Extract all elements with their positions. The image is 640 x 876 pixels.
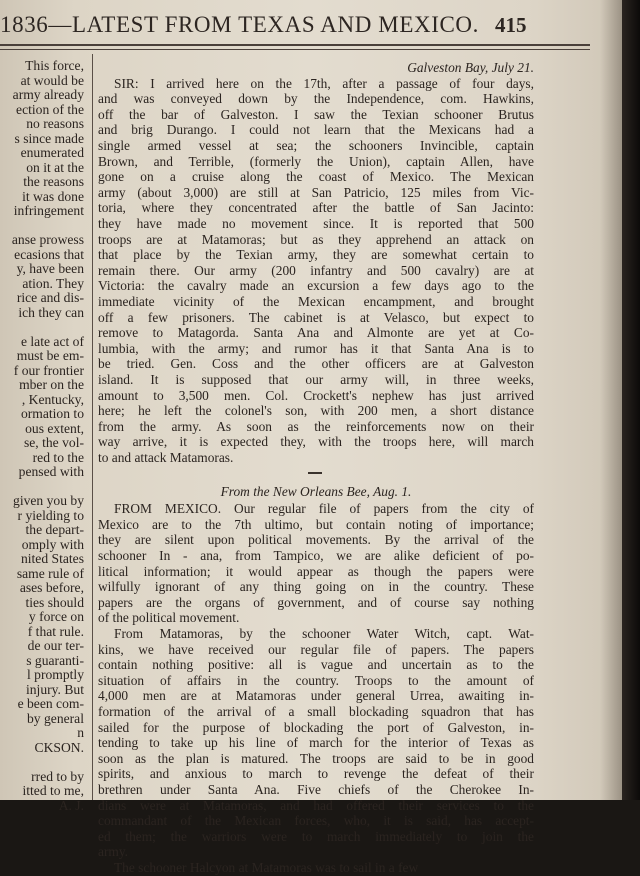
article-line: commandant of the Mexican forces, who, it is said, has accept- <box>98 813 534 829</box>
letter-line: SIR: I arrived here on the 17th, after a passage of four days, <box>114 75 534 91</box>
left-column-line: injury. But <box>25 681 84 697</box>
letter-line: remain there. Our army (200 infantry and 500 cavalry) are at <box>98 262 534 278</box>
left-column-line: ous extent, <box>25 420 84 436</box>
left-column-line: must be em- <box>16 348 84 363</box>
article-line: dians were at Matamoras, and had offered their services to the <box>98 797 534 813</box>
letter-line: and was conveyed down by the Independence, com. Hawkins, <box>98 91 534 107</box>
article-line: FROM MEXICO. Our regular file of papers from the city of <box>114 501 534 517</box>
left-column-line: n <box>77 725 84 740</box>
article-line: situation of affairs in the country. Troops to the amount of <box>98 672 534 688</box>
left-column-line: CKSON. <box>34 739 84 755</box>
left-column-line: same rule of <box>16 565 84 581</box>
left-column-line: at would be <box>20 72 84 88</box>
letter-line: Victoria: the cavalry made an excursion a few days ago to the <box>98 278 534 294</box>
left-column-line: f our frontier <box>13 362 84 378</box>
left-column-line: the reasons <box>23 174 84 189</box>
left-column-line: anse prowess <box>11 232 84 247</box>
section-separator <box>308 472 322 474</box>
letter-line: off the bar of Galveston. I saw the Texian schooner Brutus <box>98 106 534 122</box>
letter-line: single armed vessel at sea; the schooners Invincible, captain <box>98 138 534 153</box>
left-column-line: mber on the <box>19 377 84 392</box>
article-line: 4,000 men are at Matamoras under general Urrea, awaiting in- <box>98 688 534 704</box>
letter-line: army (about 3,000) are still at San Patricio, 125 miles from Vic- <box>98 184 534 200</box>
left-column-line: , Kentucky, <box>21 391 84 407</box>
letter-line: island. It is supposed that our army will, in three weeks, <box>98 372 534 387</box>
left-column-line: y, have been <box>16 261 84 276</box>
letter-line: to and attack Matamoras. <box>98 450 234 465</box>
left-column-line: This force, <box>25 58 84 73</box>
left-column-line: no reasons <box>26 116 84 131</box>
article-line: formation of the arrival of a small blockading squadron that has <box>98 704 534 719</box>
article-line: of the political movement. <box>98 610 240 626</box>
left-column-line: se, the vol- <box>23 435 84 450</box>
letter-line: off a few prisoners. The cabinet is at Velasco, but expect to <box>98 309 534 325</box>
left-column-line: s guaranti- <box>26 652 84 668</box>
article-line: spirits, and anxious to march to revenge the defeat of their <box>98 766 534 782</box>
left-column-line: it was done <box>22 188 84 204</box>
left-column-line: ation. They <box>22 275 84 291</box>
left-column-line: army already <box>12 87 84 102</box>
left-column-line: red to the <box>32 449 84 465</box>
letter-line: here; he left the colonel's son, with 200 men, a short distance <box>98 403 534 419</box>
letter-line: Brown, and Terrible, (formerly the Union), captain Allen, have <box>98 153 534 169</box>
article-line: Mexico are to the 7th ultimo, but contain noting of importance; <box>98 516 534 532</box>
article-line: tending to take up his line of march for the interior of Texas as <box>98 735 534 751</box>
left-column-line: nited States <box>20 551 84 566</box>
article-line: they are silent upon political movements. By the arrival of the <box>98 532 534 548</box>
letter-line: from the army. As soon as the reinforcements now on their <box>98 418 534 434</box>
page-title: 1836—LATEST FROM TEXAS AND MEXICO. <box>0 12 479 37</box>
left-column-line: r yielding to <box>17 507 84 523</box>
letter-line: immediate vicinity of the Mexican encampment, and brought <box>98 294 534 309</box>
article-line: From Matamoras, by the schooner Water Witch, capt. Wat- <box>114 626 534 641</box>
left-column-line: y force on <box>28 609 84 624</box>
header-rule-thick <box>0 44 590 46</box>
article-line: wilfully ignorant of any thing going on in the country. These <box>98 579 534 595</box>
page-header <box>0 8 600 42</box>
letter-line: toria, where they concentrated after the battle of San Jacinto: <box>98 200 534 216</box>
left-column-line: ties should <box>25 594 84 610</box>
letter-dateline: Galveston Bay, July 21. <box>407 60 534 75</box>
article-line: brethren under Santa Ana. Five chiefs of the Cherokee In- <box>98 782 534 797</box>
letter-line: troops are at Matamoras; but as they apprehend an attack on <box>98 231 534 247</box>
article-heading: From the New Orleans Bee, Aug. 1. <box>220 483 412 499</box>
left-column-line: itted to me, <box>22 783 84 798</box>
left-column-line: infringement <box>13 203 84 218</box>
letter-line: and brig Durango. I could not learn that the Mexicans had a <box>98 122 534 138</box>
article-line: The schooner Halcyon at Matamoras was to sail in a few <box>114 860 419 875</box>
column-divider <box>92 54 93 800</box>
left-column-line: pensed with <box>18 464 84 479</box>
letter-line: remove to Matagorda. Santa Ana and Almonte are yet at Co- <box>98 325 534 341</box>
letter-line: be tried. Gen. Coss and the other officers are at Galveston <box>98 356 534 372</box>
letter-line: lumbia, with the army; and rumor has it that Santa Ana is to <box>98 340 534 356</box>
left-column-line: s since made <box>14 130 84 146</box>
main-column <box>98 58 538 875</box>
left-column-line: f that rule. <box>27 623 84 639</box>
left-column-line: e late act of <box>20 333 84 349</box>
left-column-line: rice and dis- <box>16 290 84 305</box>
article-line: schooner In - ana, from Tampico, we are alike deficient of po- <box>98 548 534 563</box>
article-line: ed them; the warriors were to march immediately to join the <box>98 828 534 844</box>
article-line: sailed for the purpose of blockading the port of Galveston, in- <box>98 719 534 735</box>
article-line: papers are the organs of government, and of course say nothing <box>98 594 534 610</box>
book-spine-shadow <box>622 0 640 800</box>
left-column-line: l promptly <box>26 667 84 682</box>
article-line: kins, we have received our regular file of papers. The papers <box>98 641 534 657</box>
header-rule-thin <box>0 49 590 50</box>
letter-line: that place by the Texian army, they are somewhat certain to <box>98 247 534 263</box>
left-column-line: ormation to <box>20 406 84 421</box>
left-column-line: given you by <box>13 493 84 508</box>
left-column-line: A. J. <box>58 797 84 813</box>
left-column-line: rred to by <box>31 768 84 784</box>
article-line: soon as the plan is matured. The troops are said to be in good <box>98 750 534 766</box>
article-line: contain nothing positive: all is vague and uncertain as to the <box>98 657 534 673</box>
left-column-line: ich they can <box>18 304 84 320</box>
left-column-line: enumerated <box>20 145 84 160</box>
letter-line: way arrive, it is expected they, with the troops here, will march <box>98 434 534 450</box>
letter-line: they have made no movement since. It is reported that 500 <box>98 216 534 231</box>
left-column-line: de our ter- <box>27 638 84 653</box>
article-line: litical information; it would appear as though the papers were <box>98 563 534 579</box>
article-line: army. <box>98 844 128 860</box>
left-column-line: omply with <box>21 536 84 552</box>
left-column-line: the depart- <box>25 522 84 537</box>
left-column-line: by general <box>27 710 84 726</box>
left-column-fragment <box>0 58 88 813</box>
left-column-line: ases before, <box>19 580 84 595</box>
page-number: 415 <box>495 13 527 37</box>
left-column-line: ection of the <box>16 101 84 117</box>
left-column-line: e been com- <box>17 696 84 711</box>
letter-line: amount to 3,500 men. Col. Crockett's nephew has just arrived <box>98 387 534 403</box>
letter-line: gone on a cruise along the coast of Mexico. The Mexican <box>98 169 534 185</box>
left-column-line: ecasions that <box>14 246 84 262</box>
left-column-line: on it at the <box>26 159 84 175</box>
